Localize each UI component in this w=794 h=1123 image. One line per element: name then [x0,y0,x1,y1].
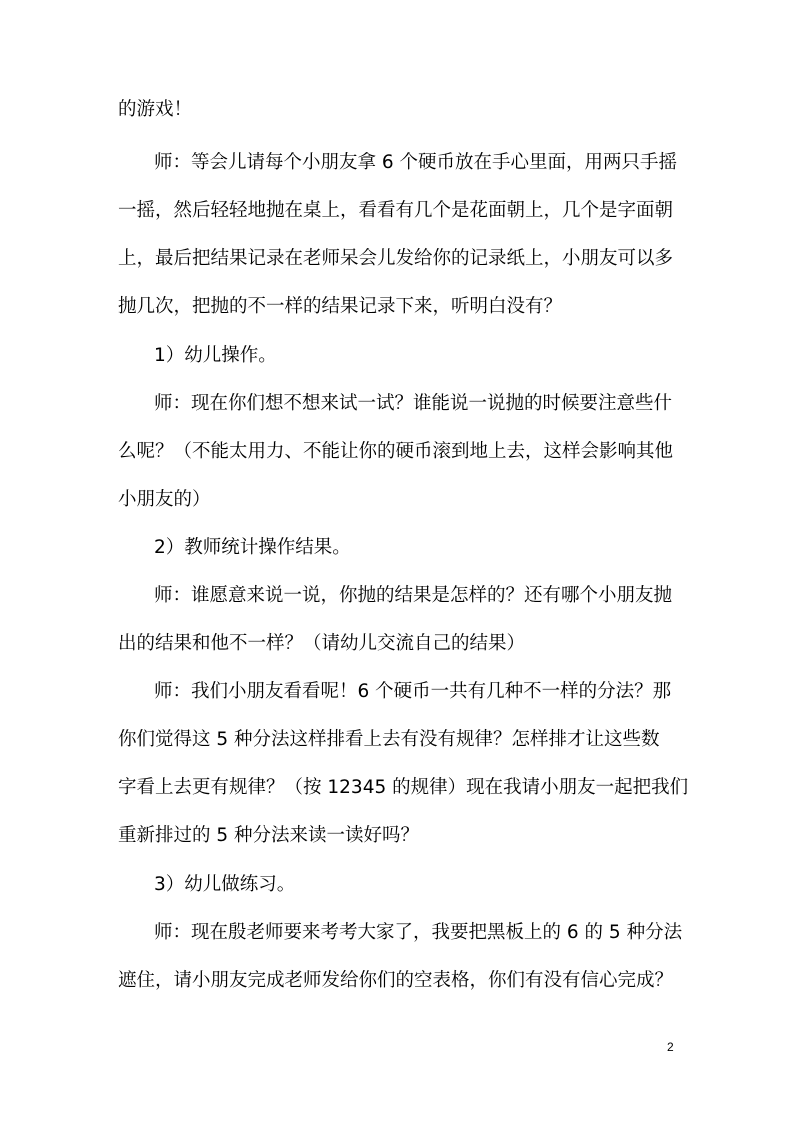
text-line: 你们觉得这 5 种分法这样排看上去有没有规律？怎样排才让这些数 [118,729,660,750]
text-line: 字看上去更有规律？（按 12345 的规律）现在我请小朋友一起把我们 [118,777,689,798]
text-line: 师：谁愿意来说一说，你抛的结果是怎样的？还有哪个小朋友抛 [154,585,673,606]
text-line: 重新排过的 5 种分法来读一读好吗？ [118,825,420,846]
text-line: 遮住，请小朋友完成老师发给你们的空表格，你们有没有信心完成？ [118,970,674,991]
text-line: 出的结果和他不一样？（请幼儿交流自己的结果） [118,633,526,654]
text-line: 2）教师统计操作结果。 [154,537,351,558]
text-line: 3）幼儿做练习。 [154,874,296,895]
text-line: 1）幼儿操作。 [154,345,277,366]
text-line: 小朋友的） [118,489,211,510]
text-line: 抛几次，把抛的不一样的结果记录下来，听明白没有？ [118,296,563,317]
text-line: 一摇，然后轻轻地抛在桌上，看看有几个是花面朝上，几个是字面朝 [118,200,674,221]
page-number: 2 [667,1040,674,1054]
text-line: 的游戏！ [118,99,193,120]
text-line: 师：等会儿请每个小朋友拿 6 个硬币放在手心里面，用两只手摇 [154,152,678,173]
text-line: 师：我们小朋友看看呢！6 个硬币一共有几种不一样的分法？那 [154,681,672,702]
text-line: 上，最后把结果记录在老师呆会儿发给你的记录纸上，小朋友可以多 [118,248,674,269]
text-line: 师：现在殷老师要来考考大家了，我要把黑板上的 6 的 5 种分法 [154,922,683,943]
text-line: 师：现在你们想不想来试一试？谁能说一说抛的时候要注意些什 [154,393,673,414]
text-line: 么呢？（不能太用力、不能让你的硬币滚到地上去，这样会影响其他 [118,441,674,462]
